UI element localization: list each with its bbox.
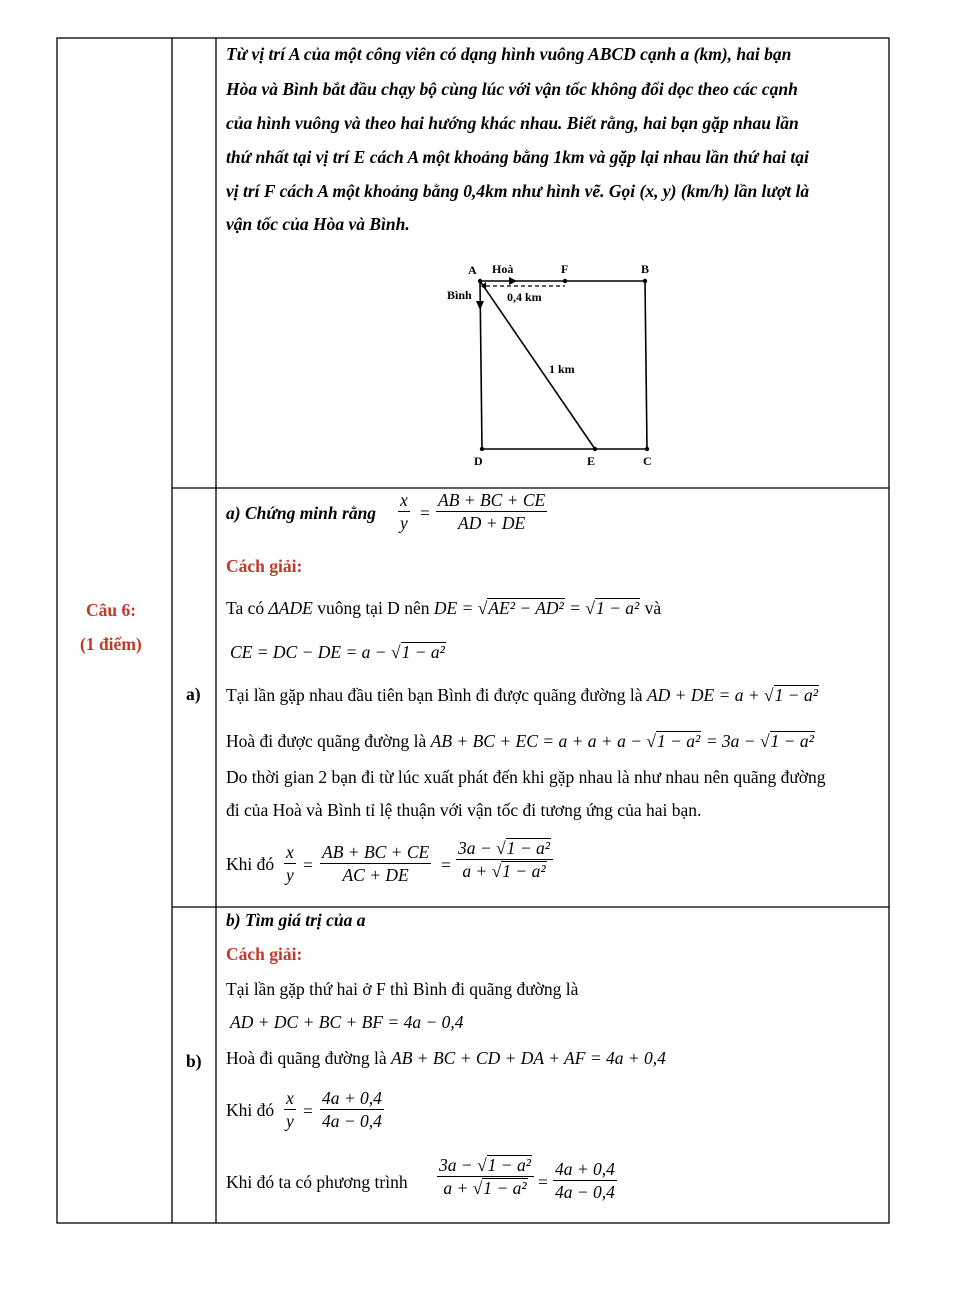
part-a-method: Cách giải: bbox=[226, 556, 303, 576]
hoa-arrow-icon bbox=[509, 277, 517, 285]
intro-line: vị trí F cách A một khoảng bằng 0,4km như hình vẽ. Gọi (x, y) (km/h) lần lượt là bbox=[226, 181, 810, 201]
text-line: Ta có ΔADE vuông tại D nên DE = √AE² − AD² = √1 − a² và bbox=[226, 598, 662, 618]
label-1km: 1 km bbox=[549, 362, 575, 376]
intro-line: thứ nhất tại vị trí E cách A một khoảng bằng 1km và gặp lại nhau lần thứ hai tại bbox=[226, 147, 809, 167]
point-d bbox=[480, 447, 484, 451]
text-line: Tại lần gặp nhau đầu tiên bạn Bình đi được quãng đường là AD + DE = a + √1 − a² bbox=[226, 685, 818, 705]
text-line: Hoà đi quãng đường là AB + BC + CD + DA + AF = 4a + 0,4 bbox=[226, 1048, 666, 1068]
fraction-radical: $\frac{\text{3a − √1 − a²}}{\text{a + √1 − a²}}$ bbox=[437, 1155, 534, 1198]
text-khi-do: Khi đó bbox=[226, 854, 275, 874]
equals-sign: = bbox=[303, 855, 313, 875]
fraction-radical: $\frac{\text{3a − √1 − a²}}{\text{a + √1 − a²}}$ bbox=[456, 838, 553, 881]
equals-sign: = bbox=[538, 1172, 548, 1192]
text-line: đi của Hoà và Bình tỉ lệ thuận với vận tốc đi tương ứng của hai bạn. bbox=[226, 800, 702, 820]
text-khi-do: Khi đó bbox=[226, 1100, 275, 1120]
fraction-x-over-y: $\frac{x}{y}$ bbox=[286, 1088, 294, 1131]
point-a bbox=[478, 279, 482, 283]
point-f bbox=[563, 279, 567, 283]
text-line: Hoà đi được quãng đường là AB + BC + EC = a + a + a − √1 − a² = 3a − √1 − a² bbox=[226, 731, 814, 751]
fraction-distances: $\frac{AB + BC + CE}{AC + DE}$ bbox=[322, 842, 430, 885]
fraction-x-over-y: $\frac{x}{y}$ bbox=[400, 490, 408, 533]
fraction-title-rhs: $\frac{AB + BC + CE}{AD + DE}$ bbox=[438, 490, 546, 533]
label-f: F bbox=[561, 262, 569, 276]
segment-ae bbox=[480, 281, 595, 449]
point-e bbox=[593, 447, 597, 451]
label-hoa: Hoà bbox=[492, 262, 514, 276]
text-line: Tại lần gặp thứ hai ở F thì Bình đi quãng đường là bbox=[226, 979, 579, 999]
formula-line: AD + DC + BC + BF = 4a − 0,4 bbox=[230, 1012, 464, 1032]
question-label: Câu 6: bbox=[86, 600, 137, 620]
text-line: Do thời gian 2 bạn đi từ lúc xuất phát đến khi gặp nhau là như nhau nên quãng đường bbox=[226, 767, 826, 787]
part-b-label: b) bbox=[186, 1051, 202, 1071]
label-a: A bbox=[468, 263, 477, 277]
part-a-title: a) Chứng minh rằng bbox=[226, 503, 377, 523]
point-c bbox=[645, 447, 649, 451]
intro-line: của hình vuông và theo hai hướng khác nhau. Biết rằng, hai bạn gặp nhau lần bbox=[226, 113, 799, 133]
binh-arrow-icon bbox=[476, 301, 484, 310]
intro-line: Hòa và Bình bắt đầu chạy bộ cùng lúc với vận tốc không đổi dọc theo các cạnh bbox=[226, 79, 798, 99]
fraction-rational: $\frac{4a + 0,4}{4a - 0,4}$ bbox=[322, 1088, 382, 1131]
part-b-method: Cách giải: bbox=[226, 944, 303, 964]
intro-line: Từ vị trí A của một công viên có dạng hình vuông ABCD cạnh a (km), hai bạn bbox=[226, 44, 792, 64]
label-binh: Bình bbox=[447, 288, 472, 302]
equals-sign: = bbox=[303, 1101, 313, 1121]
label-c: C bbox=[643, 454, 652, 468]
intro-line: vận tốc của Hòa và Bình. bbox=[226, 214, 410, 234]
equals-sign: = bbox=[441, 855, 451, 875]
edge-bc bbox=[645, 281, 647, 449]
label-d: D bbox=[474, 454, 483, 468]
point-b bbox=[643, 279, 647, 283]
label-e: E bbox=[587, 454, 596, 468]
label-04km: 0,4 km bbox=[507, 290, 542, 304]
label-b: B bbox=[641, 262, 650, 276]
equals-sign: = bbox=[420, 503, 430, 523]
fraction-x-over-y: $\frac{x}{y}$ bbox=[286, 842, 294, 885]
part-a-label: a) bbox=[186, 684, 201, 704]
question-points: (1 điểm) bbox=[80, 634, 142, 654]
fraction-rational: $\frac{4a + 0,4}{4a - 0,4}$ bbox=[555, 1159, 615, 1202]
part-b-title: b) Tìm giá trị của a bbox=[226, 910, 366, 930]
formula-line: CE = DC − DE = a − √1 − a² bbox=[230, 642, 445, 662]
text-line: Khi đó ta có phương trình bbox=[226, 1172, 408, 1192]
